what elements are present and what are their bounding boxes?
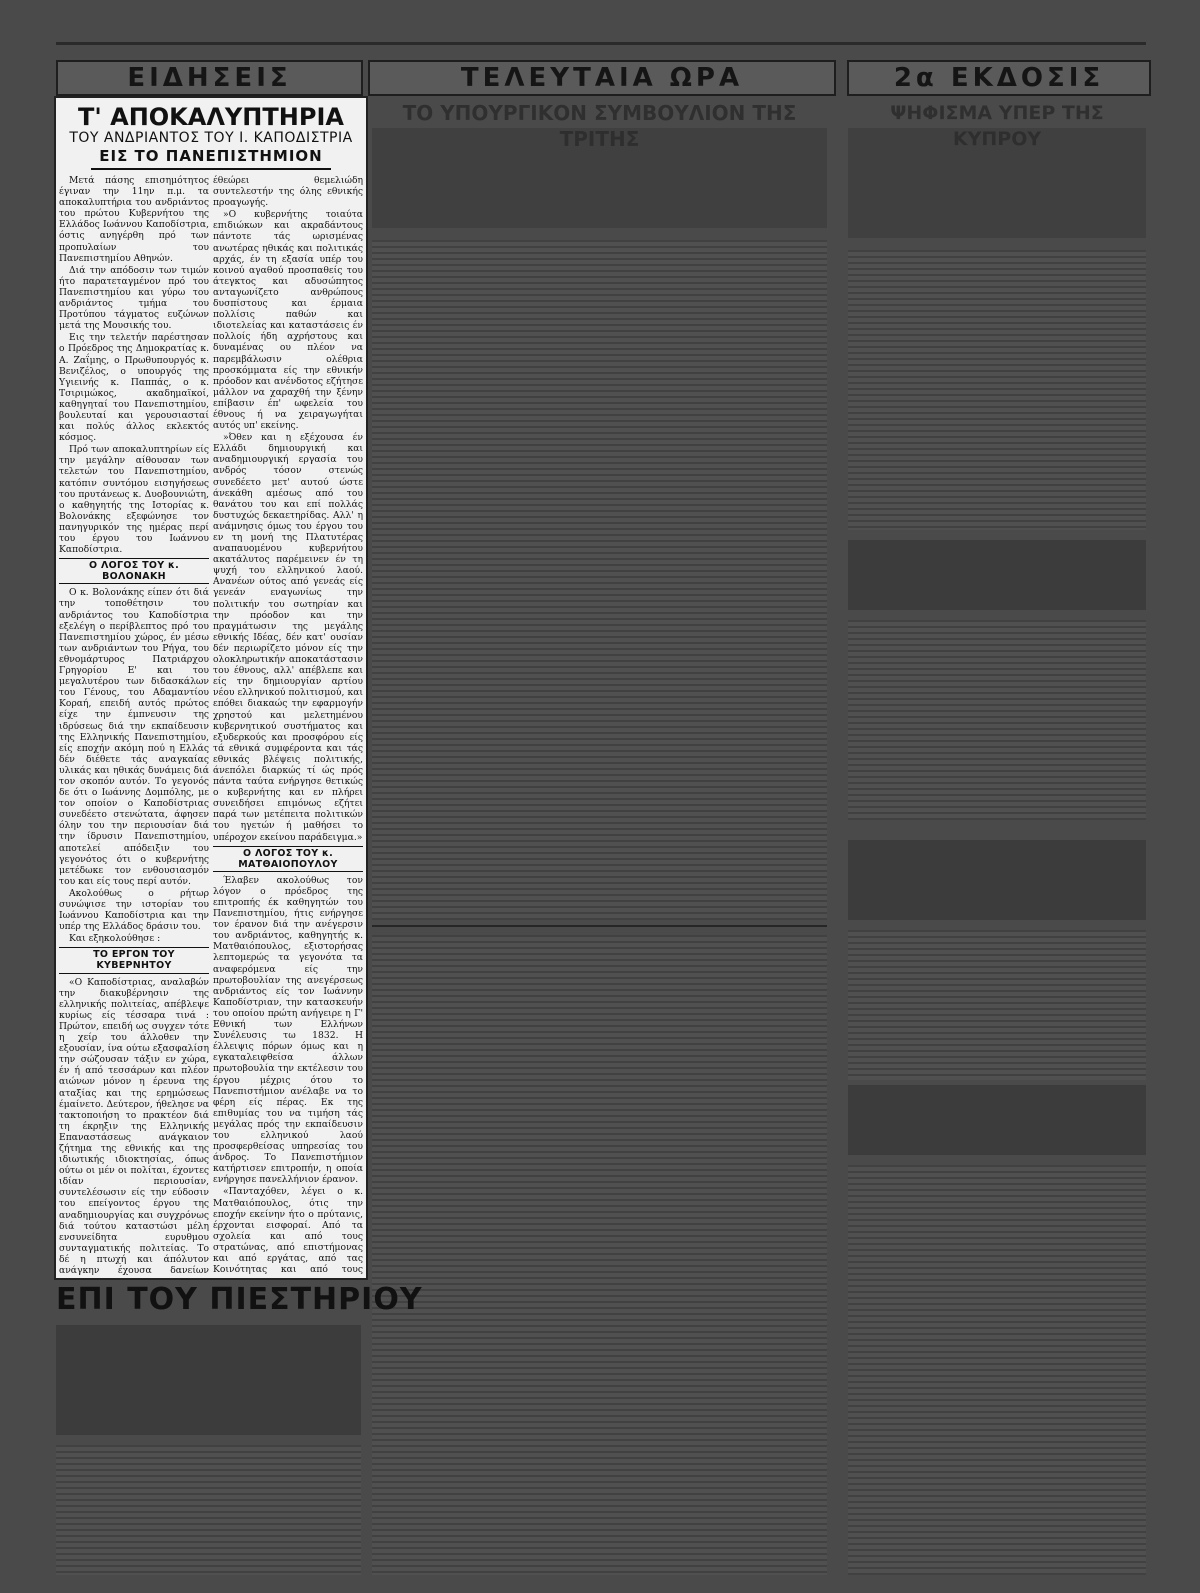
section-header-second-edition: 2α ΕΚΔΟΣΙΣ [847,60,1151,96]
subheading-governor-work: ΤΟ ΕΡΓΟΝ ΤΟΥ ΚΥΒΕΡΝΗΤΟΥ [59,947,209,973]
section-header-last-hour: ΤΕΛΕΥΤΑΙΑ ΩΡΑ [368,60,836,96]
paragraph: Διά την απόδοσιν των τιμών ήτο παρατεταγμένον πρό του Πανεπιστημίου και γύρω του ανδριάντος τμήμα του Προτύπου τάγματος ευζώνων μετά της Μουσικής του. [59,264,209,332]
bottom-left-headline-block [56,1325,361,1435]
right-column-text-3 [848,930,1146,1080]
middle-divider [372,925,827,927]
paragraph: »Ο κυβερνήτης τοιαύτα επιδιώκων και ακραδάντους πάντοτε τάς ωρισμένας ανωτέρας ηθικάς και πολιτικάς αρχάς, έν τη εξασία υπέρ του κοινού αγαθού προσπαθείς του άτεγκτος και αδυσώπητος ανταγωνίζετο ανθρώπους δυσπίστους και έρμαια πολλίσις παθών και ιδιοτελείας και καταστάσεις έν πολλοίς ήδη αχρήστους και δυναμένας ου πλέον να παρεμβάλωσιν ολέθρια προσκόμματα είς την εθνικήν πρόοδον και ανένδοτος εζήτησε μάλλον να χαραχθή την ξένην επίβασιν έπ' ωφελεία του έθνους ή να χειραγωγήται αυτός υπ' εκείνης. [213,209,363,432]
paragraph: «Πανταχόθεν, λέγει ο κ. Ματθαιόπουλος, ότις την εποχήν εκείνην ήτο ο πρύτανις, έρχονται εισφοραί. Από τα σχολεία και από τους στρατώνας, από επιστήμονας και από εργάτας, από τας Κοινότητας και από τους [213,1186,363,1275]
right-headline-4 [848,1085,1146,1155]
paragraph: Μετά πάσης επισημότητος έγιναν την 11ην π.μ. τα αποκαλυπτήρια του ανδριάντος του πρώτου Κυβερνήτου της Ελλάδος Ιωάννου Καποδίστρια, όστις ανηγέρθη πρό των προπυλαίων του Πανεπιστημίου Αθηνών. [59,175,209,264]
paragraph: Εις την τελετήν παρέστησαν ο Πρόεδρος της Δημοκρατίας κ. Α. Ζαΐμης, ο Πρωθυπουργός κ. Βενιζέλος, ο υπουργός της Υγιεινής κ. Παππάς, ο κ. Τσιριμώκος, ακαδημαϊκοί, καθηγηταί του Πανεπιστημίου, βουλευταί και γερουσιασταί και πολύς άλλος εκλεκτός κόσμος. [59,332,209,444]
right-column-text-4 [848,1165,1146,1575]
right-headline-block [848,128,1146,238]
right-headline: ΨΗΦΙΣΜΑ ΥΠΕΡ ΤΗΣ ΚΥΠΡΟΥ [890,102,1104,150]
right-headline-3 [848,840,1146,920]
paragraph: Έλαβεν ακολούθως τον λόγον ο πρόεδρος της επιτροπής έκ καθηγητών του Πανεπιστημίου, ήτις ενήργησε τον έρανον διά την ανέγερσιν του ανδριάντος, καθηγητής κ. Ματθαιόπουλος, εξιστορήσας λεπτομερώς τα γεγονότα τα αναφερόμενα είς την πρωτοβουλίαν της ανεγέρσεως ανδριάντος είς τον Ιωάννην Καποδίστριαν, την κατασκευήν του οποίου πρώτη ανήγειρε η Γ' Εθνική των Ελλήνων Συνέλευσις τω 1832. Η έλλειψις πόρων όμως και η εγκαταλειφθείσα άλλων πρωτοβουλία την εκτέλεσιν του έργου μέχρις ότου το Πανεπιστήμιον ανέλαβε να το φέρη είς πέρας. Εκ της επιθυμίας του να τιμήση τάς μεγάλας πρός την εκπαίδευσιν του ελληνικού λαού προσφερθείσας υπηρεσίας του άνδρος. Το Πανεπιστήμιον κατήρτισεν επιτροπήν, η οποία ενήργησε πανελλήνιον έρανον. [213,874,363,1186]
paragraph: έθεώρει θεμελιώδη συντελεστήν της όλης εθνικής προαγωγής. [213,175,363,209]
right-column-text [848,250,1146,530]
paragraph: «Ο Καποδίστριας, αναλαβών την διακυβέρνησιν της ελληνικής πολιτείας, απέβλεψε κυρίως είς τέσσαρα τινά : Πρώτον, επειδή ως συγχεν τότε η χείρ του άλλοθεν την εξουσίαν, ίνα ούτω εξασφαλίση την σώζουσαν τάξιν εν χώρα, έν ή από τεσσάρων και πλέον αιώνων μόνον η έρευνα της αταξίας και της ερημώσεως έμαίνετο. Δεύτερον, ήθελησε να τακτοποιήση το πρακτέον διά τη έκρηξιν της Ελληνικής Επαναστάσεως ανάγκαιον ζήτημα της εθνικής και της ιδιωτικής ιδιοκτησίας, όπως ούτω οι μέν οι πολίται, έχοντες ιδίαν περιουσίαν, συντελέσωσιν είς την εύδοσιν του επείγοντος έργου της αναδημιουργίας και συγχρόνως διά τούτου καταστώσι μέλη ενσυνείδητα ευρυθμου συνταγματικής πολιτείας. Το δέ η πτωχή και άπόλυτον ανάγκην έχουσα δανείων [59,976,209,1275]
right-headline-2 [848,540,1146,610]
paragraph: Πρό των αποκαλυπτηρίων είς την μεγάλην αίθουσαν των τελετών του Πανεπιστημίου, κατόπιν συντόμου εισηγήσεως του πρυτάνεως κ. Δυοβουνιώτη, ο καθηγητής της Ιστορίας κ. Βολονάκης εξεφώνησε τον πανηγυρικόν της ημέρας περί του έργου του Ιωάννου Καποδίστρια. [59,444,209,556]
article-column-1 [59,175,209,1275]
article-headline: Τ' ΑΠΟΚΑΛΥΠΤΗΡΙΑ [78,103,344,131]
right-column-text-2 [848,620,1146,820]
masthead-rule [56,42,1146,45]
paragraph: Ακολούθως ο ρήτωρ συνώψισε την ιστορίαν του Ιωάννου Καποδίστρια και την υπέρ της Ελλάδος δράσιν του. [59,887,209,933]
bottom-left-headline: ΕΠΙ ΤΟΥ ΠΙΕΣΤΗΡΙΟΥ [56,1282,423,1317]
middle-headline: ΤΟ ΥΠΟΥΡΓΙΚΟΝ ΣΥΜΒΟΥΛΙΟΝ ΤΗΣ ΤΡΙΤΗΣ [402,101,797,151]
article-kapodistrias-unveiling [56,98,366,1278]
paragraph: Και εξηκολούθησε : [69,933,161,945]
subheading-volonakis-speech: Ο ΛΟΓΟΣ ΤΟΥ κ. ΒΟΛΟΝΑΚΗ [59,558,209,584]
article-column-2 [213,175,363,1275]
bottom-left-text [56,1445,361,1575]
middle-column-text [372,240,827,920]
paragraph: »Όθεν και η εξέχουσα έν Ελλάδι δημιουργική και αναδημιουργική εργασία του ανδρός τόσον στενώς συνεδέετο μετ' αυτού ώστε άνεκάθη αμέσως από του θανάτου του και επί πολλάς δυστυχώς δεκαετηρίδας. Αλλ' η ανάμνησις όμως του έργου του εν τη μονή της Πλατυτέρας αναπαυομένου κυβερνήτου ακατάλυτος παρέμεινεν έν τη ψυχή του ελληνικού λαού. Ανανέων ούτος από γενεάς είς γενεάν εναγωνίως την πολιτικήν του σωτηρίαν και την πρόοδον και την πραγμάτωσιν της μεγάλης εθνικής Ιδέας, δέν κατ' ουσίαν δέν περιωρίζετο μόνον είς την ολοκληρωτικήν αποκατάστασιν του έθνους, αλλ' απέβλεπε και είς την δημιουργίαν αρτίου νέου ελληνικού πολιτισμού, και επόθει διακαώς την εφαρμογήν χρηστού και μελετημένου κυβερνητικού συστήματος και εξυδερκούς και προσφόρου είς τά εθνικά συμφέροντα και τάς εθνικάς βλέψεις πολιτικής, άνεπόλει διαρκώς τί ώς πρός πάντα ταύτα ενήργησε θετικώς ο κυβερνήτης και εν πλήρει συνειδήσει επιμόνως εζήτει παρά των μετέπειτα πολιτικών του ηγετών ή μαθήσει το υπέροχον εκείνου παράδειγμα.» [213,432,363,843]
section-header-news: ΕΙΔΗΣΕΙΣ [56,60,363,96]
middle-lower-text [372,935,827,1575]
middle-headline-block [372,128,827,228]
subheading-matthaiopoulos-speech: Ο ΛΟΓΟΣ ΤΟΥ κ. ΜΑΤΘΑΙΟΠΟΥΛΟΥ [213,846,363,872]
paragraph: Ο κ. Βολονάκης είπεν ότι διά την τοποθέτησιν του ανδριάντος του Καποδίστρια εξελέγη ο περίβλεπτος πρό του Πανεπιστημίου χώρος, έν μέσω των ανδριάντων του Ρήγα, του εθνομάρτυρος Πατριάρχου Γρηγορίου Ε' και του μεγαλυτέρου των διδασκάλων του Γένους, του Αδαμαντίου Κοραή, επειδή αυτός πρώτος είχε την έμπνευσιν της ιδρύσεως διά την εκπαίδευσιν της Ελληνικής Πανεπιστημίου, είς εποχήν ακόμη πού η Ελλάς δέν διέθετε τάς αναγκαίας υλικάς και ηθικάς δυνάμεις διά τον σκοπόν αυτόν. Το γεγονός δε ότι ο Ιωάννης Δομπόλης, με τον οποίον ο Καποδίστριας συνεδέετο στενώτατα, άφησεν όλην του την περιουσίαν διά την ίδρυσιν Πανεπιστημίου, αποτελεί απόδειξιν του γεγονότος ότι ο κυβερνήτης μετέδωκε τον ενθουσιασμόν του και είς τους περί αυτόν. [59,587,209,887]
article-subhead-university: ΕΙΣ ΤΟ ΠΑΝΕΠΙΣΤΗΜΙΟΝ [91,147,331,170]
article-subhead: ΤΟΥ ΑΝΔΡΙΑΝΤΟΣ ΤΟΥ Ι. ΚΑΠΟΔΙΣΤΡΙΑ [69,130,353,146]
